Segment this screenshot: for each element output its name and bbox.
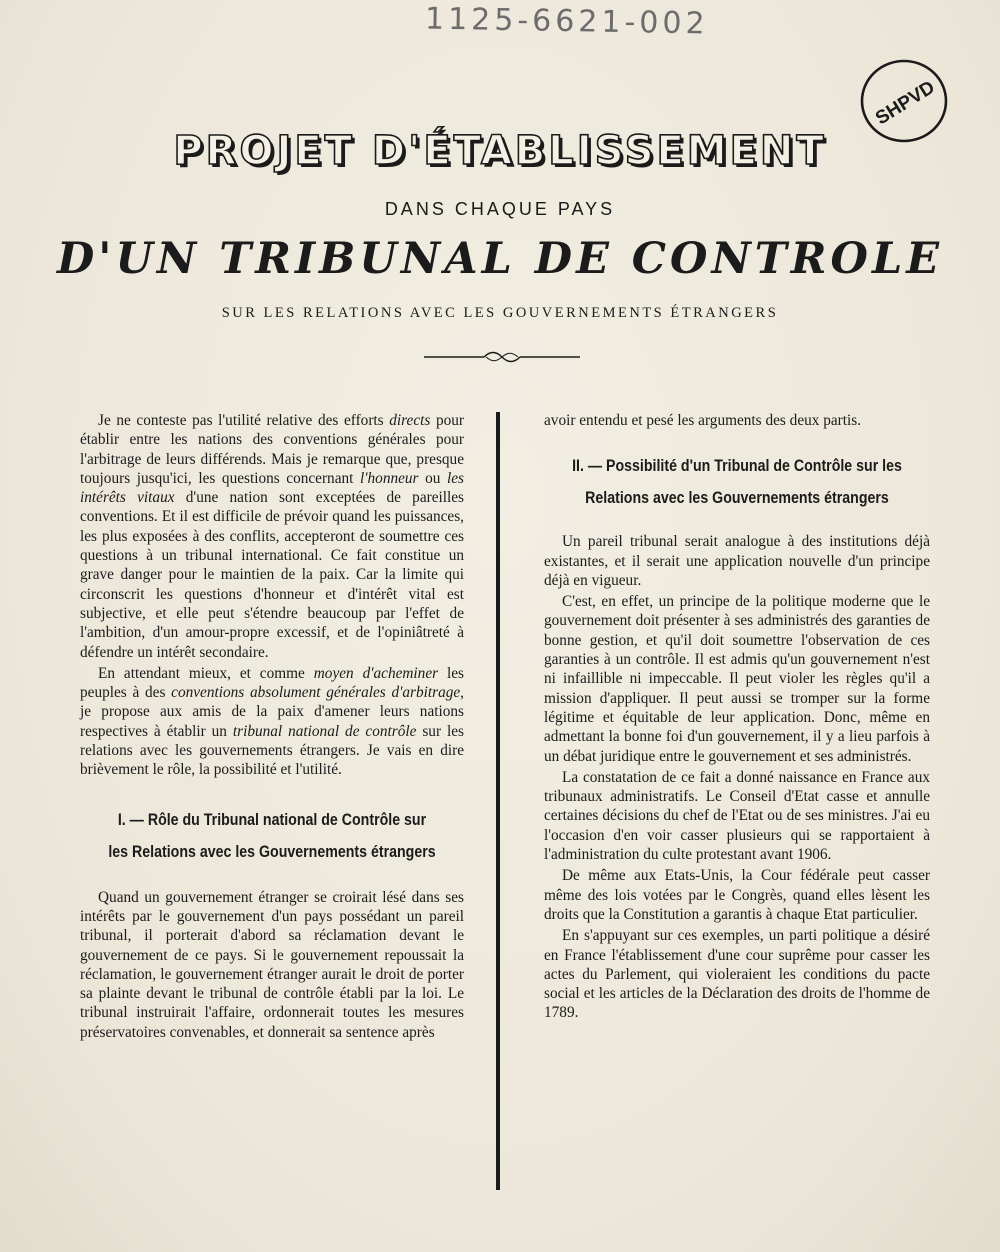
stamp-text: SHPVD bbox=[872, 76, 939, 130]
left-column bbox=[80, 411, 464, 1042]
ornament-divider-icon bbox=[424, 350, 580, 364]
right-paragraph-5: En s'appuyant sur ces exemples, un parti politique a désiré en France l'établissement d'une cour suprême pour casser les actes du Parlement, qui violeraient les conditions du pacte social et les articles de la Déclaration des droits de l'homme de 1789. bbox=[544, 927, 930, 1022]
title-line-2: DANS CHAQUE PAYS bbox=[384, 199, 616, 219]
right-paragraph-3: La constatation de ce fait a donné naissance en France aux tribunaux administratifs. Le Conseil d'Etat casse et annulle certaines décisions du chef de l'Etat ou de ses ministres. J'ai eu l'occasion d'en voir casser plusieurs qui se rapportaient à l'administration du culte protestant avant 1906. bbox=[544, 768, 930, 864]
column-divider bbox=[496, 412, 500, 1190]
title-line-1: PROJET D'ÉTABLISSEMENT bbox=[173, 128, 827, 174]
title-line-4: SUR LES RELATIONS AVEC LES GOUVERNEMENTS ÉTRANGERS bbox=[221, 305, 779, 321]
right-column bbox=[544, 411, 930, 1023]
section-1-heading: I. — Rôle du Tribunal national de Contrôle sur les Relations avec les Gouvernements étrangers bbox=[108, 810, 436, 861]
right-paragraph-4: De même aux Etats-Unis, la Cour fédérale peut casser même des lois votées par le Congrès, quand elles lèsent les droits que la Constitution a garantis à chaque Etat particulier. bbox=[544, 867, 930, 923]
archive-reference: 1125-6621-002 bbox=[424, 1, 709, 42]
left-paragraph-1: Je ne conteste pas l'utilité relative des efforts directs pour établir entre les nations des conventions générales pour l'arbitrage de leurs différends. Mais je remarque que, presque toujours jusqu'ici, les questions concernant l'honneur ou les intérêts vitaux d'une nation sont exceptées de pareilles conventions. Et il est difficile de prévoir quand les puissances, les plus exposées à des conflits, accepteront de soumettre ces questions à un tribunal international. Ce fait constitue un grave danger pour le maintien de la paix. Car la limite qui circonscrit les questions d'honneur et d'intérêt vital est subjective, et elle peut s'étendre beaucoup par l'effet de l'ambition, d'un amour-propre excessif, et de l'opiniâtreté à défendre un intérêt secondaire. bbox=[80, 412, 464, 661]
left-paragraph-2: En attendant mieux, et comme moyen d'acheminer les peuples à des conventions absolument générales d'arbitrage, je propose aux amis de la paix d'amener leurs nations respectives à établir un tribunal national de contrôle sur les relations avec les gouvernements étrangers. Je vais en dire brièvement le rôle, la possibilité et l'utilité. bbox=[80, 664, 464, 779]
right-paragraph-1: Un pareil tribunal serait analogue à des institutions déjà existantes, et il serait une application nouvelle d'un principe déjà en vigueur. bbox=[544, 533, 930, 589]
right-paragraph-2: C'est, en effet, un principe de la politique moderne que le gouvernement doit présenter à ses administrés des garanties de bonne gestion, et qu'il doit soumettre l'observation de ces garanties à un contrôle. Il est admis qu'un gouvernement n'est ni infaillible ni impeccable. Il peut violer les règles qu'il a mission d'appliquer. Il peut aussi se tromper sur la forme légitime et équitable de leur application. Donc, même en admettant la bonne foi d'un gouvernement, il y a lieu parfois à un débat juridique entre le gouvernement et ses administrés. bbox=[544, 593, 930, 765]
section-2-heading: II. — Possibilité d'un Tribunal de Contrôle sur les Relations avec les Gouvernements étrangers bbox=[572, 457, 902, 508]
right-paragraph-0: avoir entendu et pesé les arguments des deux partis. bbox=[544, 412, 862, 429]
left-paragraph-3: Quand un gouvernement étranger se croirait lésé dans ses intérêts par le gouvernement d'un pays possédant un pareil tribunal, il porterait d'abord sa réclamation devant le gouvernement de ce pays. Si le gouvernement repoussait la réclamation, le gouvernement étranger aurait le droit de porter sa plainte devant le tribunal de contrôle établi par la loi. Le tribunal instruirait l'affaire, ordonnerait toutes les mesures préservatoires convenables, et donnerait sa sentence après bbox=[80, 888, 464, 1041]
title-line-3: D'UN TRIBUNAL DE CONTROLE bbox=[56, 234, 943, 284]
